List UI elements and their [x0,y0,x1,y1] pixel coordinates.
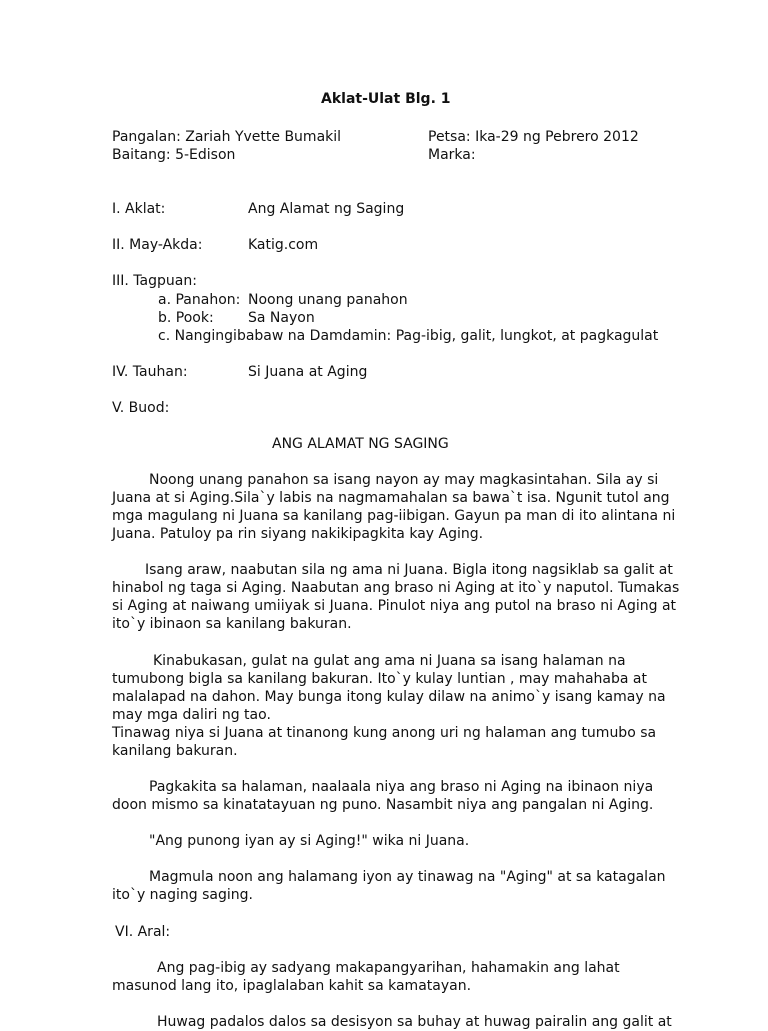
characters-label: IV. Tauhan: [112,364,188,380]
place-label: b. Pook: [158,310,214,326]
story-line: Magmula noon ang halamang iyon ay tinawag na "Aging" at sa katagalan [149,869,666,885]
characters-value: Si Juana at Aging [248,364,368,380]
story-title: ANG ALAMAT NG SAGING [272,436,449,452]
setting-label: III. Tagpuan: [112,273,197,289]
place-value: Sa Nayon [248,310,315,326]
story-line: Juana at si Aging.Sila`y labis na nagmamahalan sa bawa`t isa. Ngunit tutol ang [112,490,670,506]
book-label: I. Aklat: [112,201,166,217]
story-line: tumubong bigla sa kanilang bakuran. Ito`y kulay luntian , may mahahaba at [112,671,647,687]
lesson-label: VI. Aral: [115,924,171,940]
story-line: mga magulang ni Juana sa kanilang pag-iibigan. Gayun pa man di ito alintana ni [112,508,676,524]
story-line: ito`y ibinaon sa kanilang bakuran. [112,616,352,632]
report-date: Petsa: Ika-29 ng Pebrero 2012 [428,129,639,145]
book-value: Ang Alamat ng Saging [248,201,405,217]
feeling-line: c. Nangingibabaw na Damdamin: Pag-ibig, galit, lungkot, at pagkagulat [158,328,659,344]
story-line: Noong unang panahon sa isang nayon ay may magkasintahan. Sila ay si [149,472,659,488]
story-line: malalapad na dahon. May bunga itong kulay dilaw na animo`y isang kamay na [112,689,666,705]
lesson-line: Huwag padalos dalos sa desisyon sa buhay at huwag pairalin ang galit at [157,1014,672,1030]
time-label: a. Panahon: [158,292,241,308]
story-line: Kinabukasan, gulat na gulat ang ama ni Juana sa isang halaman na [153,653,626,669]
story-line: ito`y naging saging. [112,887,253,903]
report-mark: Marka: [428,147,476,163]
story-line: hinabol ng taga si Aging. Naabutan ang braso ni Aging at ito`y naputol. Tumakas [112,580,680,596]
story-line: kanilang bakuran. [112,743,238,759]
author-value: Katig.com [248,237,319,253]
story-line: doon mismo sa kinatatayuan ng puno. Nasambit niya ang pangalan ni Aging. [112,797,654,813]
story-line: may mga daliri ng tao. [112,707,271,723]
lesson-line: masunod lang ito, ipaglalaban kahit sa kamatayan. [112,978,472,994]
student-name: Pangalan: Zariah Yvette Bumakil [112,129,342,145]
lesson-line: Ang pag-ibig ay sadyang makapangyarihan, hahamakin ang lahat [157,960,620,976]
story-line: "Ang punong iyan ay si Aging!" wika ni Juana. [149,833,470,849]
student-grade: Baitang: 5-Edison [112,147,236,163]
story-line: Isang araw, naabutan sila ng ama ni Juana. Bigla itong nagsiklab sa galit at [145,562,673,578]
report-title: Aklat-Ulat Blg. 1 [321,91,451,107]
summary-label: V. Buod: [112,400,170,416]
time-value: Noong unang panahon [248,292,408,308]
story-line: Tinawag niya si Juana at tinanong kung anong uri ng halaman ang tumubo sa [112,725,657,741]
author-label: II. May-Akda: [112,237,203,253]
story-line: si Aging at naiwang umiiyak si Juana. Pinulot niya ang putol na braso ni Aging at [112,598,677,614]
story-line: Juana. Patuloy pa rin siyang nakikipagkita kay Aging. [112,526,484,542]
story-line: Pagkakita sa halaman, naalaala niya ang braso ni Aging na ibinaon niya [149,779,654,795]
